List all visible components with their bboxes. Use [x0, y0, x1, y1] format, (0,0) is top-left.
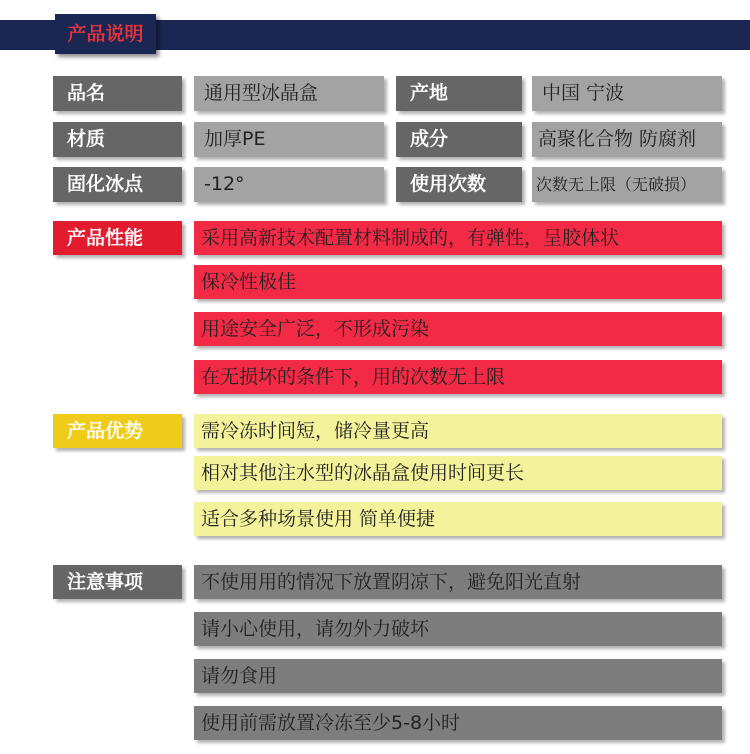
performance-item: 用途安全广泛，不形成污染 — [194, 312, 722, 346]
spec-value-name: 通用型冰晶盒 — [194, 76, 384, 111]
spec-value-composition: 高聚化合物 防腐剂 — [532, 122, 722, 157]
spec-label-freezing-point: 固化冰点 — [53, 167, 182, 202]
notes-item: 使用前需放置冷冻至少5-8小时 — [194, 706, 722, 740]
notes-item: 请小心使用，请勿外力破坏 — [194, 612, 722, 646]
spec-label-origin: 产地 — [396, 76, 522, 111]
page-title: 产品说明 — [55, 14, 156, 54]
performance-item: 采用高新技术配置材料制成的，有弹性，呈胶体状 — [194, 221, 722, 255]
notes-item: 不使用用的情况下放置阴凉下，避免阳光直射 — [194, 565, 722, 599]
advantages-label: 产品优势 — [53, 414, 182, 448]
spec-label-composition: 成分 — [396, 122, 522, 157]
spec-label-usage-count: 使用次数 — [396, 167, 522, 202]
spec-value-material: 加厚PE — [194, 122, 384, 157]
performance-item: 在无损坏的条件下，用的次数无上限 — [194, 360, 722, 394]
performance-item: 保冷性极佳 — [194, 265, 722, 299]
spec-label-name: 品名 — [53, 76, 182, 111]
spec-value-usage-count: 次数无上限（无破损） — [532, 167, 722, 202]
spec-value-origin: 中国 宁波 — [532, 76, 722, 111]
notes-label: 注意事项 — [53, 565, 182, 599]
spec-label-material: 材质 — [53, 122, 182, 157]
advantages-item: 适合多种场景使用 简单便捷 — [194, 502, 722, 536]
advantages-item: 需冷冻时间短，储冷量更高 — [194, 414, 722, 448]
notes-item: 请勿食用 — [194, 659, 722, 693]
performance-label: 产品性能 — [53, 221, 182, 255]
spec-value-freezing-point: -12° — [194, 167, 384, 202]
advantages-item: 相对其他注水型的冰晶盒使用时间更长 — [194, 456, 722, 490]
